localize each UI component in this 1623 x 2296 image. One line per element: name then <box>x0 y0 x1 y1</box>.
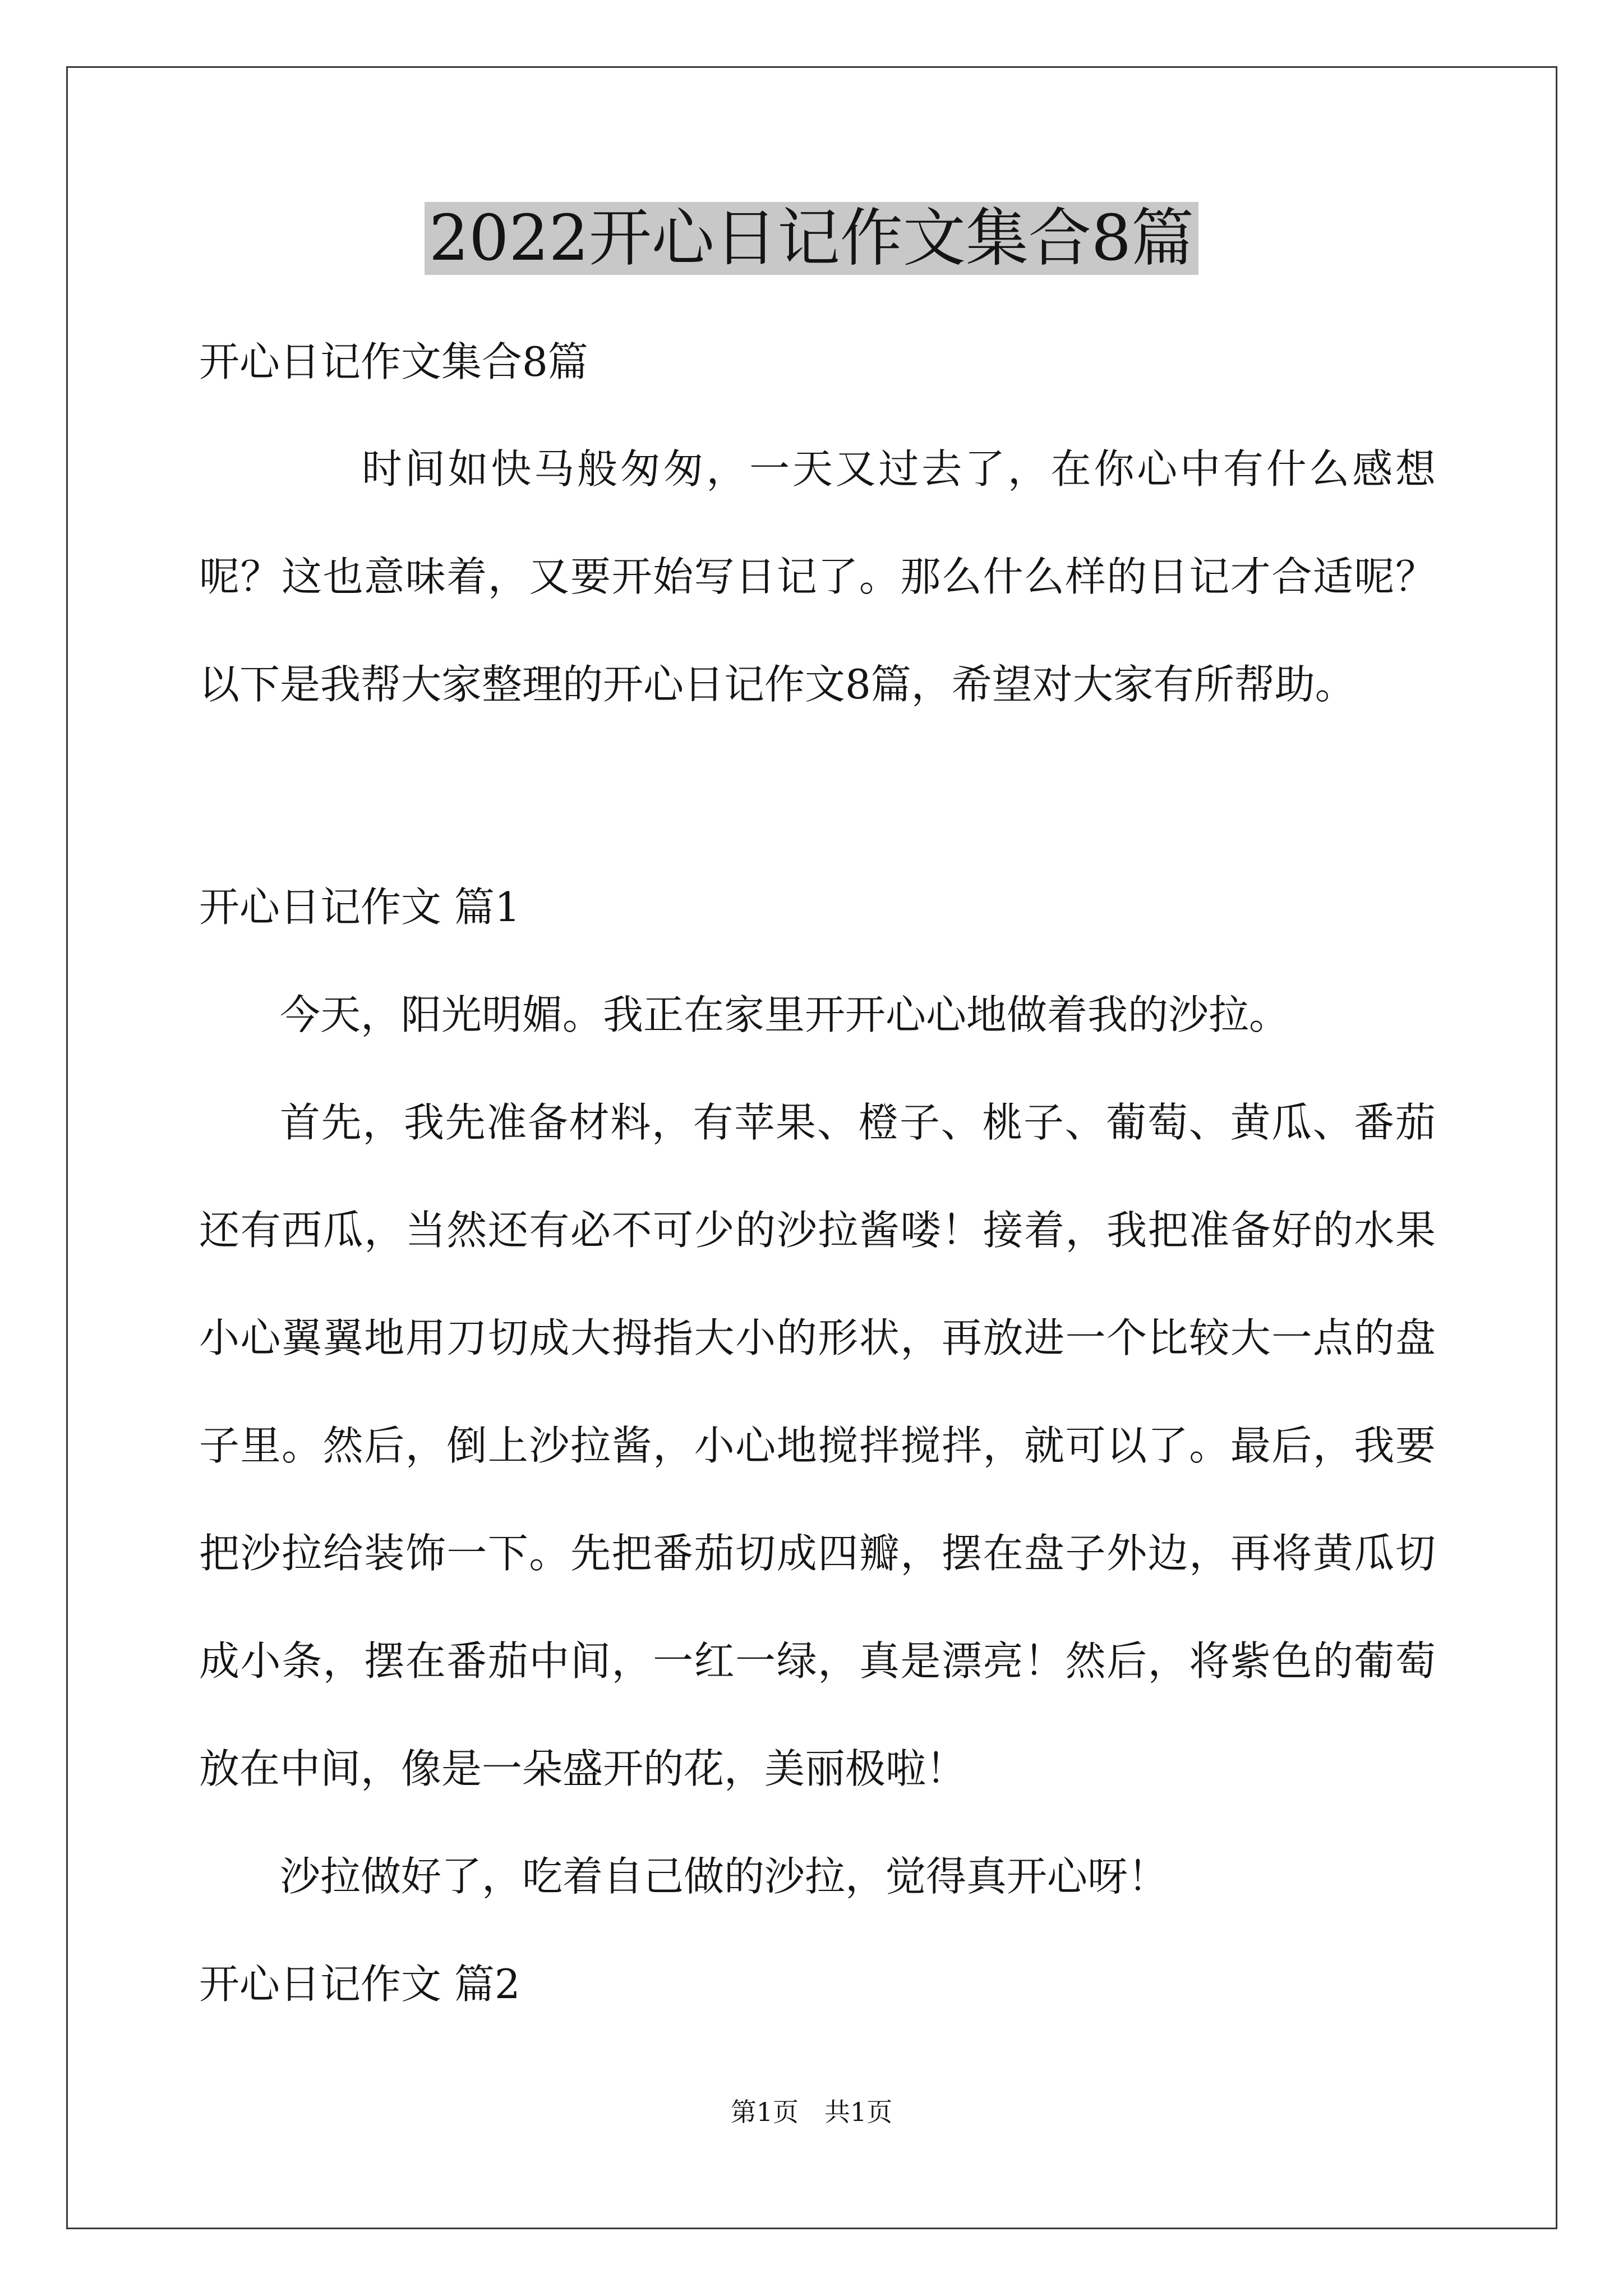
document-subtitle: 开心日记作文集合8篇 <box>199 338 588 385</box>
section-heading-1: 开心日记作文 篇1 <box>199 884 520 931</box>
document-body <box>199 309 1436 2038</box>
section-heading-2: 开心日记作文 篇2 <box>199 1961 520 2008</box>
page-footer: 第1页 共1页 <box>730 2097 893 2127</box>
section-1-paragraph-1: 今天，阳光明媚。我正在家里开开心心地做着我的沙拉。 <box>280 991 1290 1038</box>
section-spacer <box>199 738 1436 853</box>
document-title <box>0 196 1623 280</box>
intro-paragraph: 时间如快马般匆匆，一天又过去了，在你心中有什么感想呢？这也意味着，又要开始写日记了。那么什么样的日记才合适呢？以下是我帮大家整理的开心日记作文8篇，希望对大家有所帮助。 <box>199 445 1436 708</box>
document-title-text: 2022开心日记作文集合8篇 <box>425 202 1198 275</box>
section-1-paragraph-2: 首先，我先准备材料，有苹果、橙子、桃子、葡萄、黄瓜、番茄还有西瓜，当然还有必不可少的沙拉酱喽！接着，我把准备好的水果小心翼翼地用刀切成大拇指大小的形状，再放进一个比较大一点的盘子里。然后，倒上沙拉酱，小心地搅拌搅拌，就可以了。最后，我要把沙拉给装饰一下。先把番茄切成四瓣，摆在盘子外边，再将黄瓜切成小条，摆在番茄中间，一红一绿，真是漂亮！然后，将紫色的葡萄放在中间，像是一朵盛开的花，美丽极啦！ <box>199 1099 1436 1792</box>
section-1-paragraph-3: 沙拉做好了，吃着自己做的沙拉，觉得真开心呀！ <box>280 1853 1169 1900</box>
